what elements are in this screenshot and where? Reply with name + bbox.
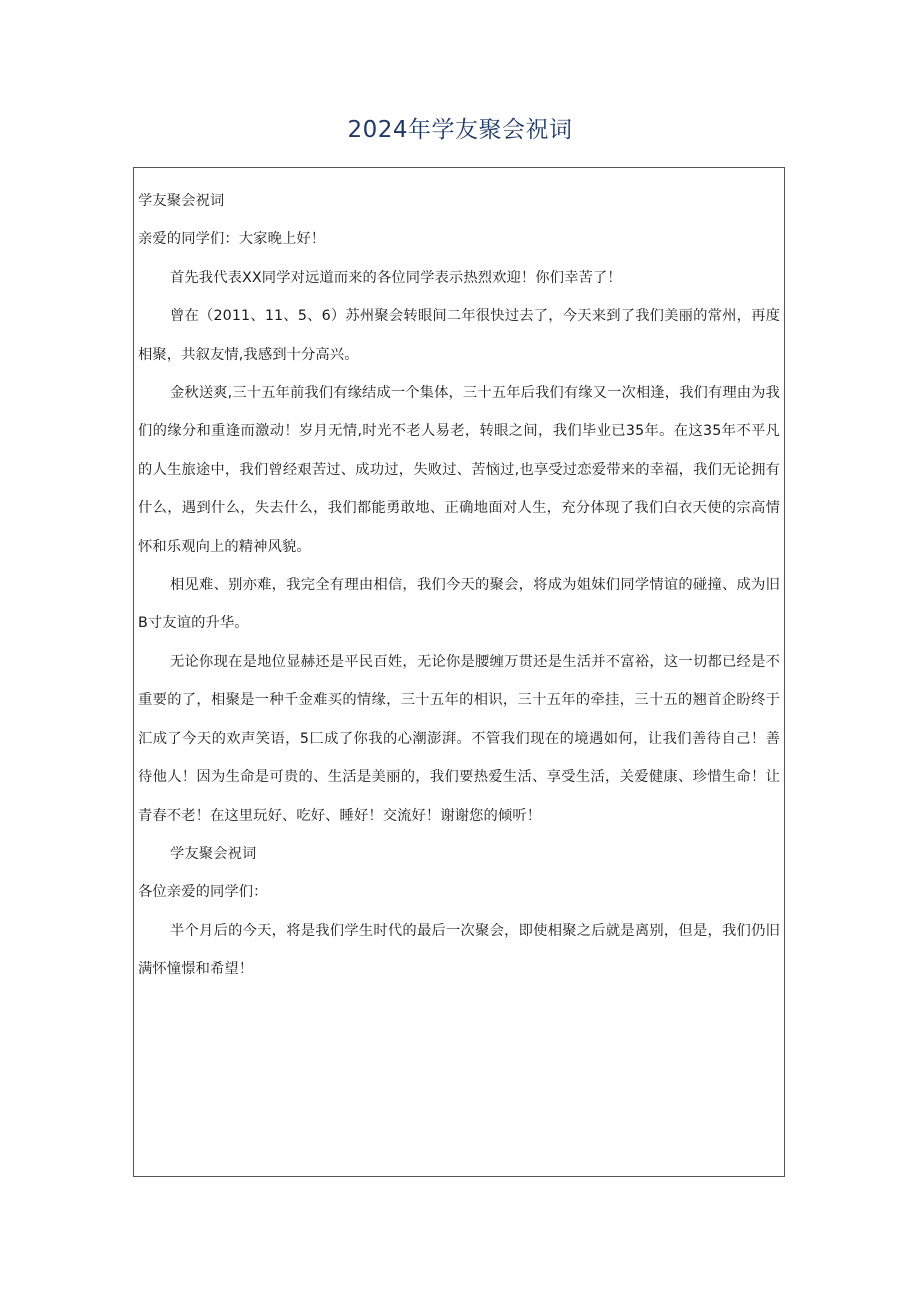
paragraph-second-heading: 学友聚会祝词: [170, 845, 257, 862]
document-body: [133, 167, 785, 1177]
paragraph-reunion: 曾在（2011、11、5、6）苏州聚会转眼间二年很快过去了，今天来到了我们美丽的常州，再度相聚，共叙友情,我感到十分高兴。: [138, 308, 780, 363]
paragraph-welcome: 首先我代表XX同学对远道而来的各位同学表示热烈欢迎！你们幸苦了！: [170, 269, 622, 286]
paragraph-second-intro: 半个月后的今天，将是我们学生时代的最后一次聚会，即使相聚之后就是离别，但是，我们仍旧满怀憧憬和希望！: [138, 922, 780, 978]
paragraph-memories: 金秋送爽,三十五年前我们有缘结成一个集体，三十五年后我们有缘又一次相逢，我们有理由为我们的缘分和重逢而激动！岁月无情,时光不老人易老，转眼之间，我们毕业已35年。在这35年不平凡的人生旅途中，我们曾经艰苦过、成功过，失败过、苦恼过,也享受过恋爱带来的幸福，我们无论拥有什么，遇到什么，失去什么，我们都能勇敢地、正确地面对人生，充分体现了我们白衣天使的宗高情怀和乐观向上的精神风貌。: [138, 385, 780, 555]
paragraph-heading: 学友聚会祝词: [138, 193, 225, 209]
paragraph-greeting: 亲爱的同学们：大家晚上好！: [138, 231, 326, 248]
paragraph-friendship: 相见难、别亦难，我完全有理由相信，我们今天的聚会，将成为姐妹们同学情谊的碰撞、成为旧B寸友谊的升华。: [138, 577, 780, 632]
document-title: 2024年学友聚会祝词: [347, 117, 573, 143]
paragraph-second-greeting: 各位亲爱的同学们：: [138, 884, 268, 901]
paragraph-closing: 无论你现在是地位显赫还是平民百姓，无论你是腰缠万贯还是生活并不富裕，这一切都已经是不重要的了，相聚是一种千金难买的情缘，三十五年的相识，三十五年的牵挂，三十五的翘首企盼终于汇成了今天的欢声笑语，5匚成了你我的心潮澎湃。不管我们现在的境遇如何，让我们善待自己！善待他人！因为生命是可贵的、生活是美丽的，我们要热爱生活、享受生活，关爱健康、珍惜生命！让青春不老！在这里玩好、吃好、睡好！交流好！谢谢您的倾听！: [138, 653, 780, 824]
